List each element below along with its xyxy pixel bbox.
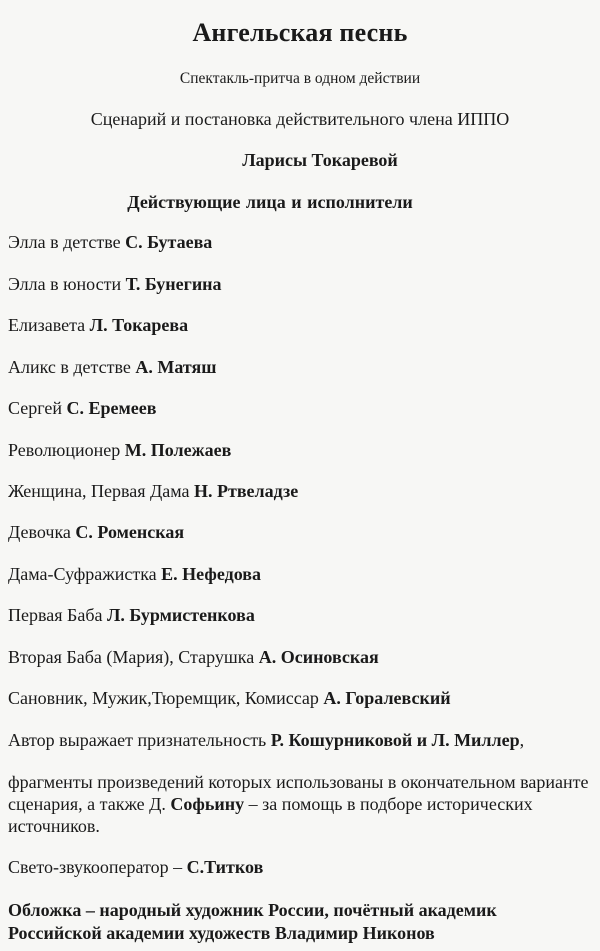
cast-role: Первая Баба [8, 605, 103, 625]
cast-actor: Н. Ртвеладзе [194, 481, 299, 501]
cast-role: Революционер [8, 440, 121, 460]
cast-actor: С. Еремеев [66, 398, 157, 418]
gratitude-comma: , [519, 730, 525, 750]
cast-line [8, 605, 598, 626]
fragments-text-end: – за помощь в подборе исторических источников. [8, 794, 533, 836]
cast-line [8, 315, 598, 336]
cast-role: Сергей [8, 398, 62, 418]
cast-line [8, 522, 598, 543]
fragments-text: фрагменты произведений которых использованы в окончательном варианте сценария, а также Д. [8, 772, 589, 814]
cast-role: Девочка [8, 522, 71, 542]
operator-name: С.Титков [186, 857, 264, 877]
cast-role: Женщина, Первая Дама [8, 481, 190, 501]
cast-actor: А. Горалевский [323, 688, 451, 708]
cast-line [8, 647, 598, 668]
cover-credit-line2: Российской академии художеств Владимир Никонов [8, 923, 435, 943]
cast-line [8, 232, 598, 253]
cast-actor: А. Осиновская [258, 647, 379, 667]
cast-heading: Действующие лица и исполнители [127, 192, 413, 212]
cast-line [8, 274, 598, 295]
cast-role: Вторая Баба (Мария), Старушка [8, 647, 255, 667]
cast-line [8, 481, 598, 502]
author-name: Ларисы Токаревой [242, 150, 398, 170]
gratitude-text: Автор выражает признательность [8, 730, 267, 750]
cast-actor: С. Бутаева [125, 232, 213, 252]
cast-actor: М. Полежаев [124, 440, 232, 460]
operator-line [8, 857, 598, 878]
cast-role: Аликс в детстве [8, 357, 131, 377]
play-title: Ангельская песнь [192, 18, 408, 47]
cast-role: Елизавета [8, 315, 86, 335]
cast-line [8, 357, 598, 378]
cast-actor: Т. Бунегина [125, 274, 222, 294]
gratitude-names: Р. Кошурниковой и Л. Миллер [270, 730, 520, 750]
cast-actor: Л. Бурмистенкова [107, 605, 255, 625]
fragments-paragraph [8, 771, 598, 837]
gratitude-line [8, 730, 598, 751]
script-credit: Сценарий и постановка действительного члена ИППО [90, 109, 510, 129]
cover-credit [8, 899, 600, 945]
cast-role: Сановник, Мужик,Тюремщик, Комиссар [8, 688, 319, 708]
cast-line [8, 688, 598, 709]
cast-actor: Л. Токарева [89, 315, 189, 335]
cast-line [8, 440, 598, 461]
cast-line [8, 398, 598, 419]
cast-role: Элла в детстве [8, 232, 121, 252]
play-subtitle: Спектакль-притча в одном действии [179, 70, 421, 87]
cast-role: Элла в юности [8, 274, 122, 294]
operator-label: Свето-звукооператор – [8, 857, 183, 877]
cast-role: Дама-Суфражистка [8, 564, 157, 584]
fragments-name: Софьину [170, 794, 245, 814]
cast-actor: С. Роменская [75, 522, 185, 542]
cast-line [8, 564, 598, 585]
cast-actor: Е. Нефедова [161, 564, 261, 584]
cover-credit-line1: Обложка – народный художник России, почётный академик [8, 900, 497, 920]
cast-actor: А. Матяш [135, 357, 217, 377]
